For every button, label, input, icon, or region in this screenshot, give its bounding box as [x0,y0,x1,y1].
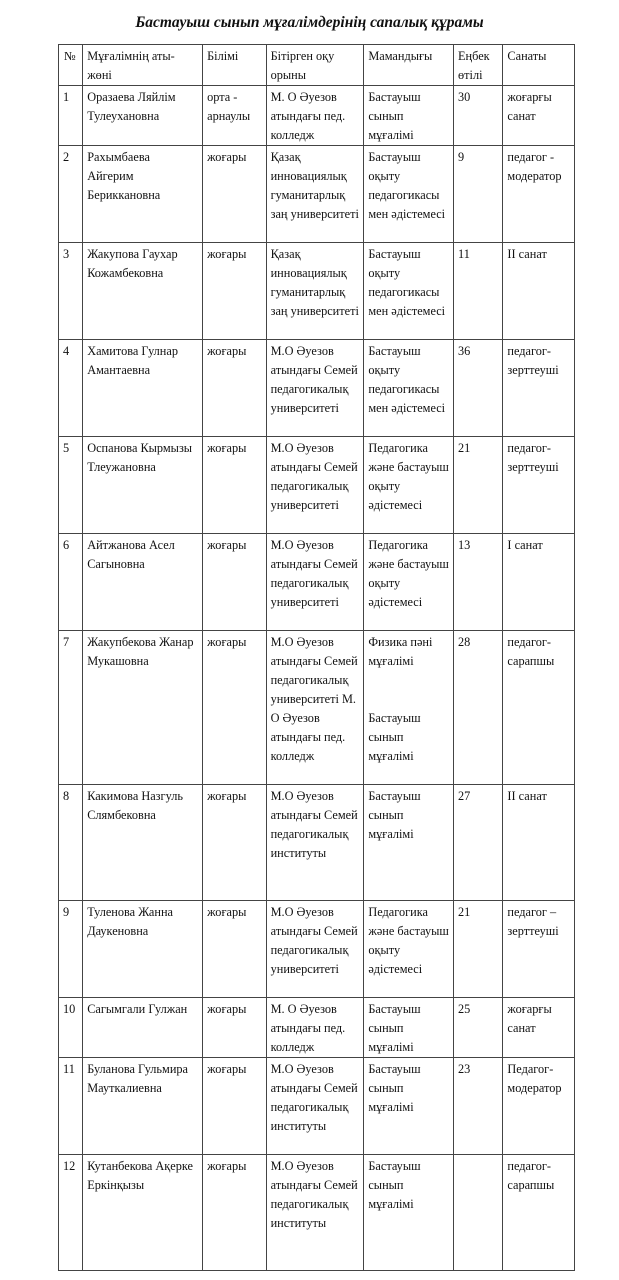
cell-experience [454,1155,503,1271]
cell-num: 6 [59,534,83,631]
cell-specialty: Педагогика және бастауыш оқыту әдістемесі [364,534,454,631]
cell-category: жоғарғы санат [503,998,575,1058]
cell-education: жоғары [203,1155,266,1271]
cell-num: 4 [59,340,83,437]
cell-category: педагог-зерттеуші [503,437,575,534]
cell-institution: М.О Әуезов атындағы Семей педагогикалық университеті [266,437,364,534]
cell-num: 7 [59,631,83,785]
cell-num: 9 [59,901,83,998]
table-row [59,340,575,437]
cell-institution: М.О Әуезов атындағы Семей педагогикалық институты [266,1058,364,1155]
cell-num: 5 [59,437,83,534]
cell-name: Жакупбекова Жанар Мукашовна [83,631,203,785]
cell-institution: М.О Әуезов атындағы Семей педагогикалық университеті [266,340,364,437]
table-row [59,86,575,146]
cell-name: Буланова Гульмира Мауткалиевна [83,1058,203,1155]
cell-name: Какимова Назгуль Слямбековна [83,785,203,901]
cell-experience: 36 [454,340,503,437]
table-row [59,901,575,998]
cell-institution: М. О Әуезов атындағы пед. колледж [266,998,364,1058]
cell-institution: М.О Әуезов атындағы Семей педагогикалық институты [266,1155,364,1271]
table-header-row [59,45,575,86]
cell-num: 2 [59,146,83,243]
cell-education: жоғары [203,631,266,785]
cell-specialty [364,631,454,785]
cell-education: жоғары [203,146,266,243]
cell-experience: 9 [454,146,503,243]
cell-education: жоғары [203,340,266,437]
table-row [59,785,575,901]
specialty-gap [368,671,449,709]
cell-name: Оспанова Кырмызы Тлеужановна [83,437,203,534]
cell-specialty: Педагогика және бастауыш оқыту әдістемесі [364,437,454,534]
cell-experience: 23 [454,1058,503,1155]
cell-category: II санат [503,243,575,340]
cell-institution: М.О Әуезов атындағы Семей педагогикалық университеті М. О Әуезов атындағы пед. колледж [266,631,364,785]
table-row [59,1058,575,1155]
cell-experience: 21 [454,901,503,998]
cell-category: Педагог-модератор [503,1058,575,1155]
cell-education: жоғары [203,901,266,998]
cell-education: жоғары [203,534,266,631]
cell-specialty: Бастауыш оқыту педагогикасы мен әдістемесі [364,340,454,437]
cell-specialty: Бастауыш оқыту педагогикасы мен әдістемесі [364,243,454,340]
cell-education: орта - арнаулы [203,86,266,146]
cell-num: 12 [59,1155,83,1271]
cell-category: I санат [503,534,575,631]
specialty-secondary: Бастауыш сынып мұғалімі [368,711,421,763]
cell-education: жоғары [203,785,266,901]
cell-name: Жакупова Гаухар Кожамбековна [83,243,203,340]
cell-education: жоғары [203,1058,266,1155]
cell-num: 3 [59,243,83,340]
cell-specialty: Бастауыш сынып мұғалімі [364,785,454,901]
cell-experience: 21 [454,437,503,534]
cell-specialty: Бастауыш сынып мұғалімі [364,86,454,146]
cell-category: педагог – зерттеуші [503,901,575,998]
header-education: Білімі [203,45,266,86]
cell-num: 11 [59,1058,83,1155]
cell-institution: М.О Әуезов атындағы Семей педагогикалық институты [266,785,364,901]
cell-specialty: Бастауыш сынып мұғалімі [364,998,454,1058]
cell-specialty: Бастауыш сынып мұғалімі [364,1058,454,1155]
cell-name: Кутанбекова Ақерке Еркінқызы [83,1155,203,1271]
teachers-table [58,44,575,1271]
cell-category: II санат [503,785,575,901]
header-category: Санаты [503,45,575,86]
cell-experience: 25 [454,998,503,1058]
cell-institution: М.О Әуезов атындағы Семей педагогикалық университеті [266,534,364,631]
table-row [59,437,575,534]
header-specialty: Мамандығы [364,45,454,86]
cell-category: педагог-сарапшы [503,631,575,785]
cell-experience: 28 [454,631,503,785]
cell-num: 8 [59,785,83,901]
cell-experience: 30 [454,86,503,146]
header-name: Мұғалімнің аты-жөні [83,45,203,86]
cell-name: Оразаева Ляйлім Тулеухановна [83,86,203,146]
header-experience: Еңбек өтілі [454,45,503,86]
document-title: Бастауыш сынып мұғалімдерінің сапалық құрамы [135,14,484,31]
cell-category: педагог - модератор [503,146,575,243]
cell-institution: Қазақ инновациялық гуманитарлық заң университеті [266,146,364,243]
header-institution: Бітірген оқу орыны [266,45,364,86]
cell-institution: М. О Әуезов атындағы пед. колледж [266,86,364,146]
table-row [59,631,575,785]
table-row [59,534,575,631]
cell-specialty: Бастауыш оқыту педагогикасы мен әдістемесі [364,146,454,243]
cell-education: жоғары [203,437,266,534]
cell-experience: 13 [454,534,503,631]
cell-experience: 11 [454,243,503,340]
table-row [59,243,575,340]
header-num: № [59,45,83,86]
cell-category: педагог-сарапшы [503,1155,575,1271]
cell-category: жоғарғы санат [503,86,575,146]
cell-num: 10 [59,998,83,1058]
table-row [59,146,575,243]
cell-name: Сагымгали Гулжан [83,998,203,1058]
table-row [59,998,575,1058]
cell-name: Рахымбаева Айгерим Бериккановна [83,146,203,243]
cell-institution: Қазақ инновациялық гуманитарлық заң университеті [266,243,364,340]
specialty-primary: Физика пәні мұғалімі [368,635,433,668]
cell-category: педагог-зерттеуші [503,340,575,437]
cell-specialty: Педагогика және бастауыш оқыту әдістемесі [364,901,454,998]
cell-education: жоғары [203,998,266,1058]
cell-education: жоғары [203,243,266,340]
cell-name: Айтжанова Асел Сагыновна [83,534,203,631]
cell-name: Туленова Жанна Даукеновна [83,901,203,998]
cell-institution: М.О Әуезов атындағы Семей педагогикалық университеті [266,901,364,998]
cell-name: Хамитова Гулнар Амантаевна [83,340,203,437]
cell-specialty: Бастауыш сынып мұғалімі [364,1155,454,1271]
cell-num: 1 [59,86,83,146]
cell-experience: 27 [454,785,503,901]
table-row [59,1155,575,1271]
